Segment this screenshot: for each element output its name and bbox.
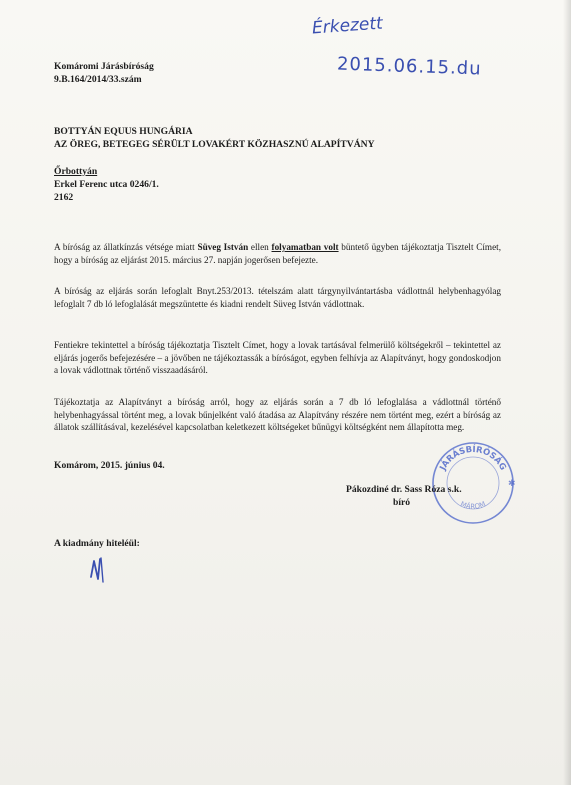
case-number: 9.B.164/2014/33.szám xyxy=(54,74,142,85)
judge-title: bíró xyxy=(393,497,411,508)
body-paragraph-4: Tájékoztatja az Alapítványt a bíróság arról, hogy az eljárás során a 7 db ló lefoglalása a vádlottnál történő helybenhagyással történt meg, a lovak bűnjelként való átadása az Alapítvány részére nem történt meg, ezért a bíróság az állatok szállításával, kezelésével kapcsolatban keletkezett költségeket bűnügyi költségként nem állapította meg. xyxy=(54,397,501,433)
p1-text-a: A bíróság az állatkínzás vétsége miatt xyxy=(54,242,198,252)
svg-text:JÁRÁSBÍRÓSÁG xyxy=(438,443,508,473)
addressee-street: Erkel Ferenc utca 0246/1. xyxy=(54,179,159,190)
p1-text-b: ellen xyxy=(248,242,272,252)
addressee-line-2: AZ ÖREG, BETEGEG SÉRÜLT LOVAKÉRT KÖZHASZNÚ ALAPÍTVÁNY xyxy=(54,139,375,150)
court-stamp xyxy=(430,440,516,526)
date-line: Komárom, 2015. június 04. xyxy=(54,460,165,471)
case-status: folyamatban volt xyxy=(271,242,339,252)
page-edge-shadow xyxy=(563,0,571,785)
svg-text:✱: ✱ xyxy=(508,479,516,489)
addressee-postcode: 2162 xyxy=(54,192,74,203)
svg-text:MÁROM xyxy=(459,500,487,511)
p1-text-c: büntető ügyben tájékoztatja Tisztelt Címet, hogy a bíróság az eljárást 2015. március 27. napján jogerősen befejezte. xyxy=(54,242,501,265)
addressee-city: Őrbottyán xyxy=(54,166,98,177)
addressee-line-1: BOTTYÁN EQUUS HUNGÁRIA xyxy=(54,126,193,137)
handwritten-initial-mark xyxy=(86,555,112,585)
handwritten-received-date: 2015.06.15.du xyxy=(336,53,482,80)
body-paragraph-1 xyxy=(54,241,501,266)
judge-signature-name: Pákozdiné dr. Sass Róza s.k. xyxy=(346,484,462,495)
stamp-top-text: JÁRÁSBÍRÓSÁG xyxy=(438,444,508,473)
stamp-bottom-text: MÁROM xyxy=(459,500,487,511)
body-paragraph-3: Fentiekre tekintettel a bíróság tájékoztatja Tisztelt Címet, hogy a lovak tartásával felmerülő költségekről – tekintettel az eljárás jogerős befejezésére – a jövőben ne tájékoztassák a bíróságot, egyben felhívja az Alapítványt, hogy gondoskodjon a lovak vádlottnak történő visszaadásáról. xyxy=(54,340,501,376)
handwritten-received-label: Érkezett xyxy=(311,13,384,39)
body-paragraph-2: A bíróság az eljárás során lefoglalt Bnyt.253/2013. tételszám alatt tárgynyilvántartásba vádlottnál helybenhagyólag lefoglalt 7 db ló lefoglalását megszüntette és kiadni rendelt Süveg István vádlottnak. xyxy=(54,286,501,309)
court-name: Komáromi Járásbíróság xyxy=(54,61,154,72)
certification-label: A kiadmány hiteléül: xyxy=(54,538,140,549)
defendant-name: Süveg István xyxy=(197,242,249,252)
